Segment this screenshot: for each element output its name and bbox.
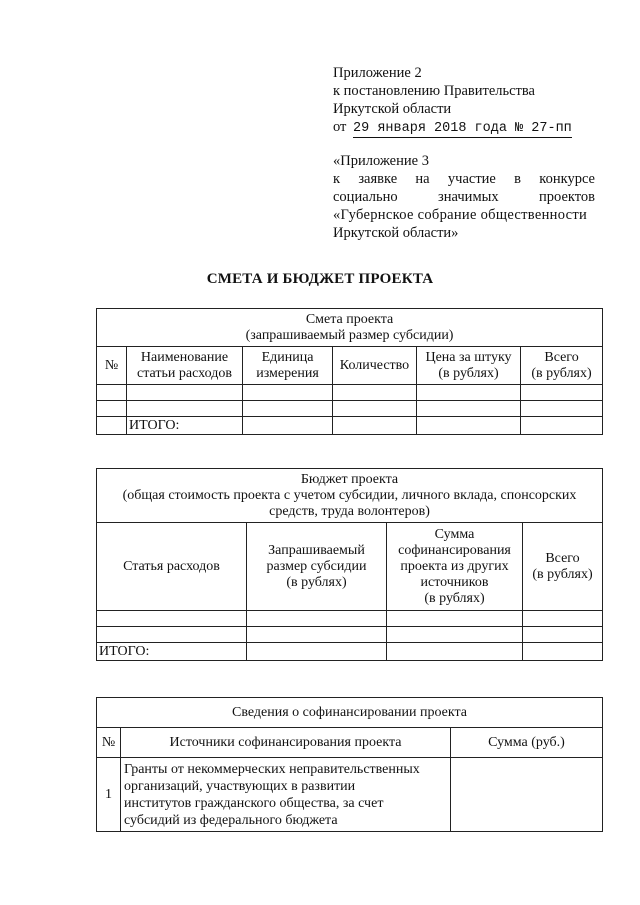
table-cell[interactable] [97,401,127,417]
total-label: ИТОГО: [127,417,243,435]
table-cell[interactable] [97,627,247,643]
header-requested-subsidy: Запрашиваемый размер субсидии (в рублях) [247,523,387,611]
header-expense-item: Статья расходов [97,523,247,611]
table-cell[interactable] [97,611,247,627]
header-total: Всего (в рублях) [521,347,603,385]
header-unit: Единица измерения [243,347,333,385]
table-cell[interactable] [521,417,603,435]
table-row [97,627,603,643]
table-cell[interactable] [387,643,523,661]
total-label: ИТОГО: [97,643,247,661]
table-cell[interactable] [97,385,127,401]
table-row [97,611,603,627]
estimate-caption: Смета проекта (запрашиваемый размер субсидии) [97,309,603,347]
header-line-4 [333,119,572,136]
table-cell[interactable] [521,401,603,417]
table-cell[interactable] [523,627,603,643]
header-line-1: Приложение 2 [333,65,422,81]
header-number: № [97,728,121,758]
total-row [97,643,603,661]
table-cell[interactable] [243,417,333,435]
table-cell[interactable] [127,401,243,417]
row-number: 1 [97,758,121,832]
table-cell[interactable] [387,627,523,643]
header-number: № [97,347,127,385]
header-item-name: Наименование статьи расходов [127,347,243,385]
row-source: Гранты от некоммерческих неправительственных организаций, участвующих в развитии институтов гражданского общества, за счет субсидий из федерального бюджета [121,758,451,832]
table-cell [97,417,127,435]
row-amount[interactable] [451,758,603,832]
budget-caption: Бюджет проекта (общая стоимость проекта с учетом субсидии, личного вклада, спонсорских средств, труда волонтеров) [97,469,603,523]
header-line-2: к постановлению Правительства [333,83,535,99]
word: в [514,171,521,187]
cofinancing-table [96,697,603,832]
table-cell[interactable] [127,385,243,401]
table-cell[interactable] [417,417,521,435]
header-line-3: Иркутской области [333,101,452,117]
budget-table [96,468,603,661]
table-cell[interactable] [243,385,333,401]
table-cell[interactable] [247,627,387,643]
table-cell[interactable] [243,401,333,417]
header-source: Источники софинансирования проекта [121,728,451,758]
word: значимых [438,189,499,205]
table-row [97,401,603,417]
estimate-table [96,308,603,435]
word: социально [333,189,398,205]
appendix-line-1: «Приложение 3 [333,153,429,169]
appendix-line-4: «Губернское собрание общественности [333,207,588,223]
word: заявке [358,171,398,187]
word: конкурсе [539,171,595,187]
header-quantity: Количество [333,347,417,385]
appendix-line-3 [333,189,595,206]
table-cell[interactable] [521,385,603,401]
header-unit-price: Цена за штуку (в рублях) [417,347,521,385]
word: участие [447,171,496,187]
table-cell[interactable] [523,643,603,661]
table-cell[interactable] [417,385,521,401]
table-cell[interactable] [387,611,523,627]
table-cell[interactable] [523,611,603,627]
table-cell[interactable] [333,401,417,417]
resolution-date-number: 29 января 2018 года № 27-пп [353,121,572,136]
table-row [97,385,603,401]
cofinancing-caption: Сведения о софинансировании проекта [97,698,603,728]
table-cell[interactable] [333,385,417,401]
word: проектов [539,189,595,205]
appendix-line-2 [333,171,595,188]
header-date-prefix: от [333,119,347,135]
header-cofinancing: Сумма софинансирования проекта из других источников (в рублях) [387,523,523,611]
table-row [97,758,603,832]
total-row [97,417,603,435]
table-cell[interactable] [247,643,387,661]
page-title: СМЕТА И БЮДЖЕТ ПРОЕКТА [206,271,434,287]
appendix-line-5: Иркутской области» [333,225,459,241]
header-total: Всего (в рублях) [523,523,603,611]
word: к [333,171,341,187]
table-cell[interactable] [417,401,521,417]
header-amount: Сумма (руб.) [451,728,603,758]
word: на [415,171,430,187]
table-cell[interactable] [333,417,417,435]
table-cell[interactable] [247,611,387,627]
